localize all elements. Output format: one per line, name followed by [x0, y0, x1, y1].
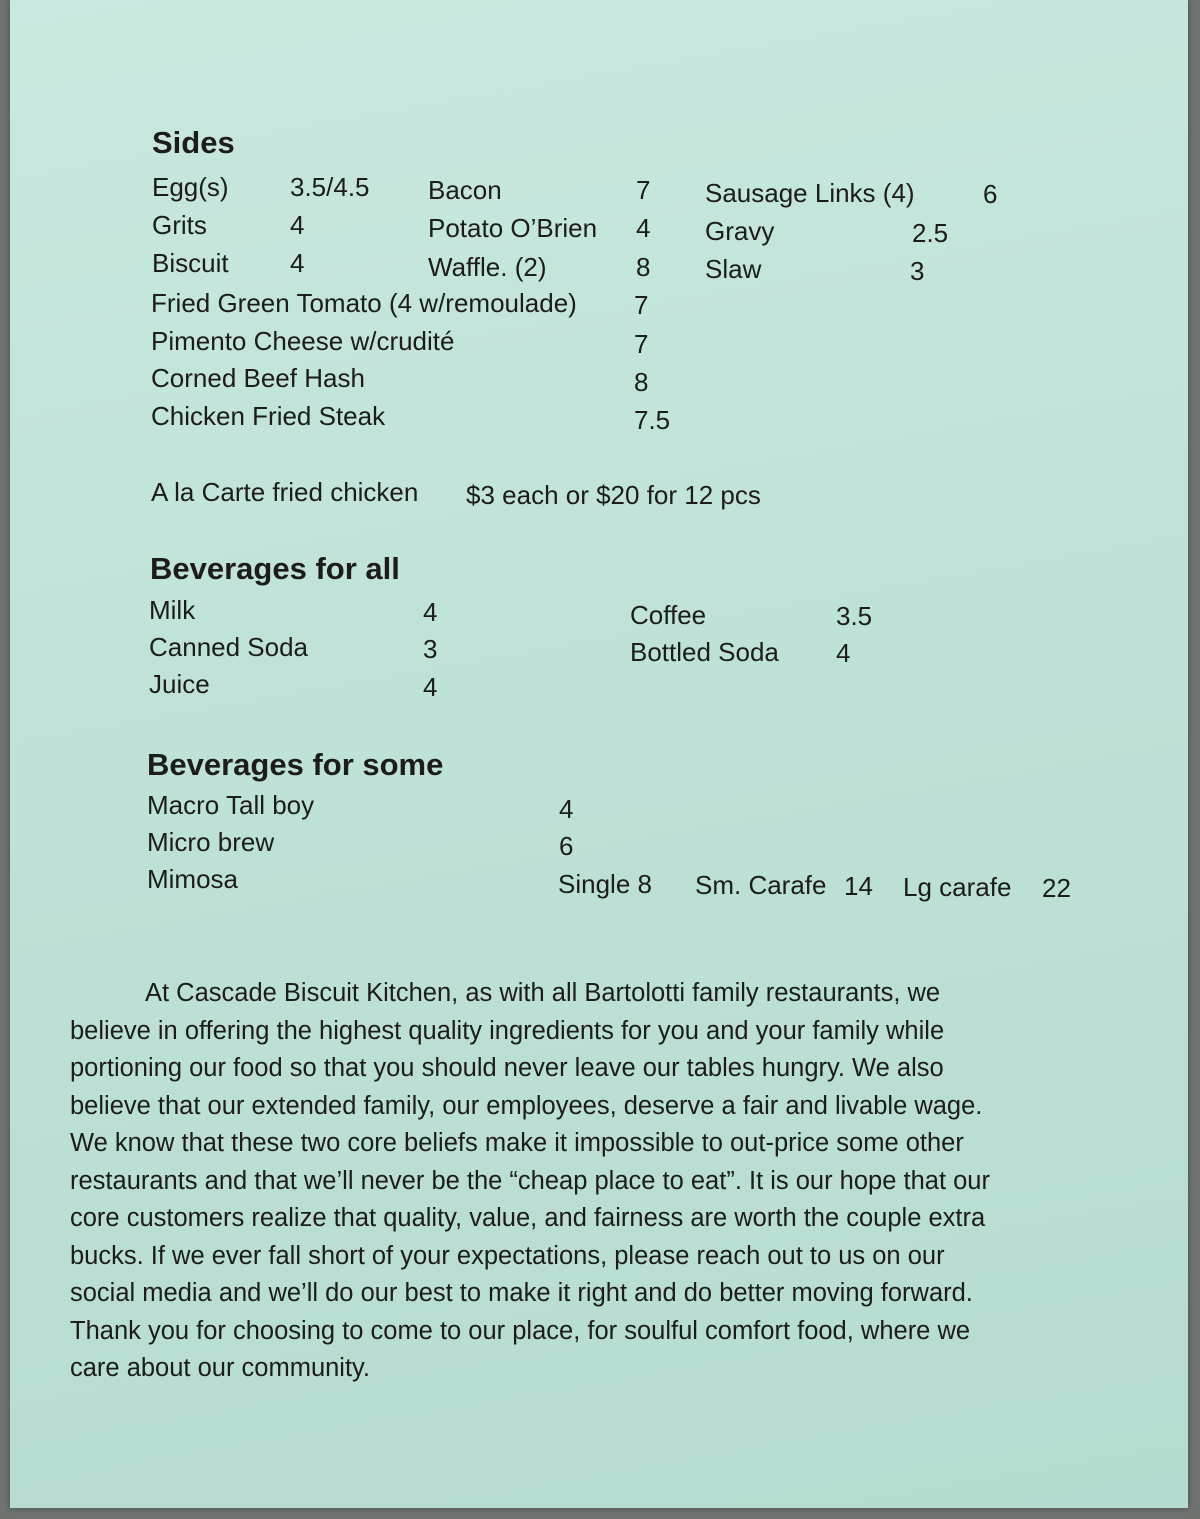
beverages-for-all-heading: Beverages for all — [150, 551, 400, 586]
statement-line: believe in offering the highest quality ingredients for you and your family while — [70, 1016, 945, 1045]
beverage-name: Coffee — [630, 600, 707, 630]
side-item-name: Chicken Fried Steak — [151, 401, 386, 431]
beverage-price: 4 — [423, 597, 438, 627]
beverage-name: Mimosa — [147, 864, 239, 894]
side-item-name: Corned Beef Hash — [151, 363, 365, 393]
side-item-name: Biscuit — [152, 248, 229, 278]
side-item-name: Grits — [152, 210, 207, 240]
statement-line: portioning our food so that you should never leave our tables hungry. We also — [70, 1054, 944, 1082]
statement-line: core customers realize that quality, value, and fairness are worth the couple extra — [70, 1204, 986, 1232]
a-la-carte-price: $3 each or $20 for 12 pcs — [466, 480, 761, 510]
side-item-name: Egg(s) — [152, 172, 229, 202]
side-item-price: 3 — [910, 256, 925, 286]
side-item-price: 7 — [634, 329, 649, 359]
side-item-name: Potato O’Brien — [428, 213, 598, 243]
side-item-price: 7.5 — [634, 405, 671, 435]
statement-line: We know that these two core beliefs make it impossible to out-price some other — [70, 1129, 964, 1157]
beverage-name: Macro Tall boy — [147, 790, 315, 820]
statement-line: At Cascade Biscuit Kitchen, as with all Bartolotti family restaurants, we — [145, 979, 941, 1007]
beverage-price: 4 — [559, 794, 574, 824]
side-item-name: Waffle. (2) — [428, 252, 547, 282]
a-la-carte-label: A la Carte fried chicken — [151, 477, 419, 507]
mimosa-small-carafe-price: 14 — [844, 871, 873, 901]
side-item-name: Slaw — [705, 254, 762, 284]
statement-line: social media and we’ll do our best to make it right and do better moving forward. — [70, 1279, 973, 1307]
beverage-name: Milk — [149, 595, 196, 625]
side-item-price: 4 — [636, 213, 651, 243]
side-item-price: 8 — [636, 252, 651, 282]
side-item-name: Gravy — [705, 216, 775, 246]
mimosa-small-carafe-label: Sm. Carafe — [695, 870, 827, 900]
statement-line: care about our community. — [70, 1354, 370, 1382]
side-item-price: 6 — [983, 179, 998, 209]
menu-sheet — [10, 0, 1188, 1508]
sides-heading: Sides — [152, 125, 235, 160]
side-item-price: 8 — [634, 367, 649, 397]
side-item-name: Pimento Cheese w/crudité — [151, 326, 455, 356]
beverage-price: 4 — [836, 638, 851, 668]
mimosa-large-carafe-label: Lg carafe — [903, 872, 1012, 902]
side-item-price: 4 — [290, 210, 305, 240]
beverages-for-some-heading: Beverages for some — [147, 747, 444, 782]
beverage-name: Juice — [149, 669, 210, 699]
statement-line: bucks. If we ever fall short of your expectations, please reach out to us on our — [70, 1241, 945, 1270]
mimosa-large-carafe-price: 22 — [1042, 873, 1071, 903]
side-item-price: 4 — [290, 248, 305, 278]
side-item-price: 7 — [634, 290, 649, 320]
side-item-name: Bacon — [428, 175, 502, 205]
statement-line: restaurants and that we’ll never be the “cheap place to eat”. It is our hope that our — [70, 1166, 990, 1195]
statement-line: believe that our extended family, our employees, deserve a fair and livable wage. — [70, 1091, 983, 1120]
side-item-price: 7 — [636, 175, 651, 205]
side-item-name: Fried Green Tomato (4 w/remoulade) — [151, 288, 577, 318]
side-item-price: 2.5 — [912, 218, 949, 248]
beverage-price: 3.5 — [836, 601, 873, 631]
beverage-price: 3 — [423, 634, 438, 664]
beverage-price: 6 — [559, 831, 574, 861]
beverage-name: Micro brew — [147, 827, 275, 857]
statement-line: Thank you for choosing to come to our place, for soulful comfort food, where we — [70, 1316, 971, 1345]
side-item-name: Sausage Links (4) — [705, 178, 915, 208]
beverage-name: Bottled Soda — [630, 637, 779, 667]
beverage-price: 4 — [423, 672, 438, 702]
restaurant-statement — [70, 975, 1120, 1388]
beverage-name: Canned Soda — [149, 632, 309, 662]
side-item-price: 3.5/4.5 — [290, 172, 370, 202]
mimosa-single: Single 8 — [558, 869, 652, 899]
